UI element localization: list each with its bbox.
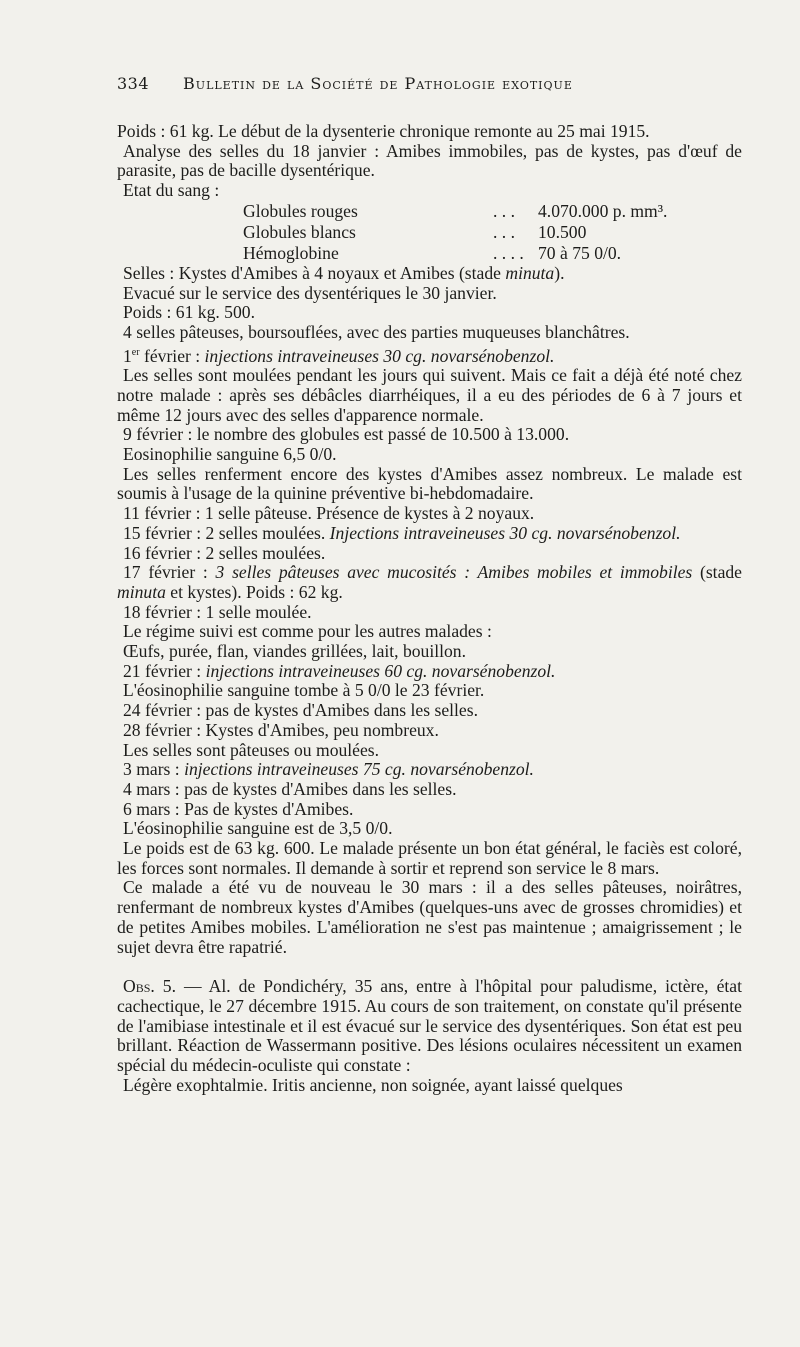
- paragraph: Le poids est de 63 kg. 600. Le malade présente un bon état général, le faciès est coloré, les forces sont normales. Il demande à sortir et reprend son service le 8 mars.: [117, 838, 742, 878]
- blood-value: 4.070.000 p. mm³.: [538, 200, 668, 221]
- paragraph: Selles : Kystes d'Amibes à 4 noyaux et Amibes (stade minuta).: [123, 262, 565, 283]
- paragraph: 15 février : 2 selles moulées. Injections intraveineuses 30 cg. novarsénobenzol.: [123, 522, 681, 543]
- paragraph: 9 février : le nombre des globules est passé de 10.500 à 13.000.: [123, 424, 570, 445]
- paragraph: Poids : 61 kg. 500.: [123, 302, 255, 323]
- journal-title: Bulletin de la Société de Pathologie exotique: [183, 74, 573, 93]
- paragraph: Les selles sont moulées pendant les jours qui suivent. Mais ce fait a déjà été noté chez notre malade : après ses débâcles diarrhéiques, il a eu des périodes de 6 à 7 jours et même 12 jours avec des selles d'apparence normale.: [117, 365, 742, 425]
- paragraph: Ce malade a été vu de nouveau le 30 mars : il a des selles pâteuses, noirâtres, renfermant de nombreux kystes d'Amibes (quelques-uns avec de grosses chromidies) et de petites Amibes mobiles. L'amélioration ne s'est pas maintenue ; amaigrissement ; le sujet devra être rapatrié.: [117, 877, 742, 957]
- paragraph: 11 février : 1 selle pâteuse. Présence de kystes à 2 noyaux.: [123, 503, 535, 524]
- paragraph: Analyse des selles du 18 janvier : Amibes immobiles, pas de kystes, pas d'œuf de parasite, pas de bacille dysentérique.: [117, 140, 742, 181]
- paragraph: Eosinophilie sanguine 6,5 0/0.: [123, 444, 337, 464]
- paragraph: 28 février : Kystes d'Amibes, peu nombreux.: [123, 719, 439, 740]
- blood-count-table: [243, 201, 742, 264]
- blood-label: Globules rouges: [243, 200, 358, 221]
- paragraph: 4 mars : pas de kystes d'Amibes dans les selles.: [123, 778, 457, 799]
- observation-label: Obs. 5.: [123, 976, 176, 997]
- page-number: 334: [117, 74, 150, 93]
- paragraph: 1er février : injections intraveineuses 30 cg. novarsénobenzol.: [123, 345, 555, 366]
- paragraph: 21 février : injections intraveineuses 60 cg. novarsénobenzol.: [123, 660, 556, 681]
- leader-dots: . . . .: [493, 242, 524, 263]
- paragraph: 24 février : pas de kystes d'Amibes dans les selles.: [123, 700, 478, 721]
- paragraph: 18 février : 1 selle moulée.: [123, 601, 312, 622]
- paragraph: 16 février : 2 selles moulées.: [123, 542, 326, 563]
- blood-label: Globules blancs: [243, 221, 356, 242]
- paragraph: Œufs, purée, flan, viandes grillées, lait, bouillon.: [123, 641, 467, 662]
- blood-label: Hémoglobine: [243, 242, 339, 263]
- article-body: [117, 122, 742, 1096]
- blood-value: 70 à 75 0/0.: [538, 242, 622, 263]
- paragraph: Evacué sur le service des dysentériques le 30 janvier.: [123, 282, 497, 303]
- paragraph: 3 mars : injections intraveineuses 75 cg. novarsénobenzol.: [123, 759, 534, 780]
- paragraph: Les selles sont pâteuses ou moulées.: [123, 739, 380, 760]
- paragraph: 4 selles pâteuses, boursouflées, avec des parties muqueuses blanchâtres.: [123, 321, 630, 342]
- paragraph: 6 mars : Pas de kystes d'Amibes.: [123, 798, 354, 819]
- paragraph: Etat du sang :: [123, 180, 220, 201]
- paragraph: Légère exophtalmie. Iritis ancienne, non soignée, ayant laissé quelques: [123, 1074, 623, 1095]
- leader-dots: . . .: [493, 221, 515, 242]
- running-header: [117, 74, 747, 93]
- paragraph: Les selles renferment encore des kystes d'Amibes assez nombreux. Le malade est soumis à l'usage de la quinine préventive bi-hebdomadaire.: [117, 463, 742, 504]
- paragraph: L'éosinophilie sanguine tombe à 5 0/0 le 23 février.: [123, 680, 485, 701]
- paragraph: L'éosinophilie sanguine est de 3,5 0/0.: [123, 818, 393, 839]
- paragraph: Le régime suivi est comme pour les autres malades :: [123, 621, 492, 642]
- blood-value: 10.500: [538, 221, 587, 242]
- paragraph: 17 février : 3 selles pâteuses avec mucosités : Amibes mobiles et immobiles (stade minuta et kystes). Poids : 62 kg.: [117, 562, 742, 602]
- leader-dots: . . .: [493, 200, 515, 221]
- observation-paragraph: Obs. 5. — Al. de Pondichéry, 35 ans, entre à l'hôpital pour paludisme, ictère, état cachectique, le 27 décembre 1915. Au cours de son traitement, on constate qu'il présente de l'amibiase intestinale et il est évacué sur le service des dysentériques. Son état est peu brillant. Réaction de Wassermann positive. Des lésions oculaires nécessitent un examen spécial du médecin-oculiste qui constate :: [117, 976, 742, 1076]
- paragraph: Poids : 61 kg. Le début de la dysenterie chronique remonte au 25 mai 1915.: [117, 121, 650, 141]
